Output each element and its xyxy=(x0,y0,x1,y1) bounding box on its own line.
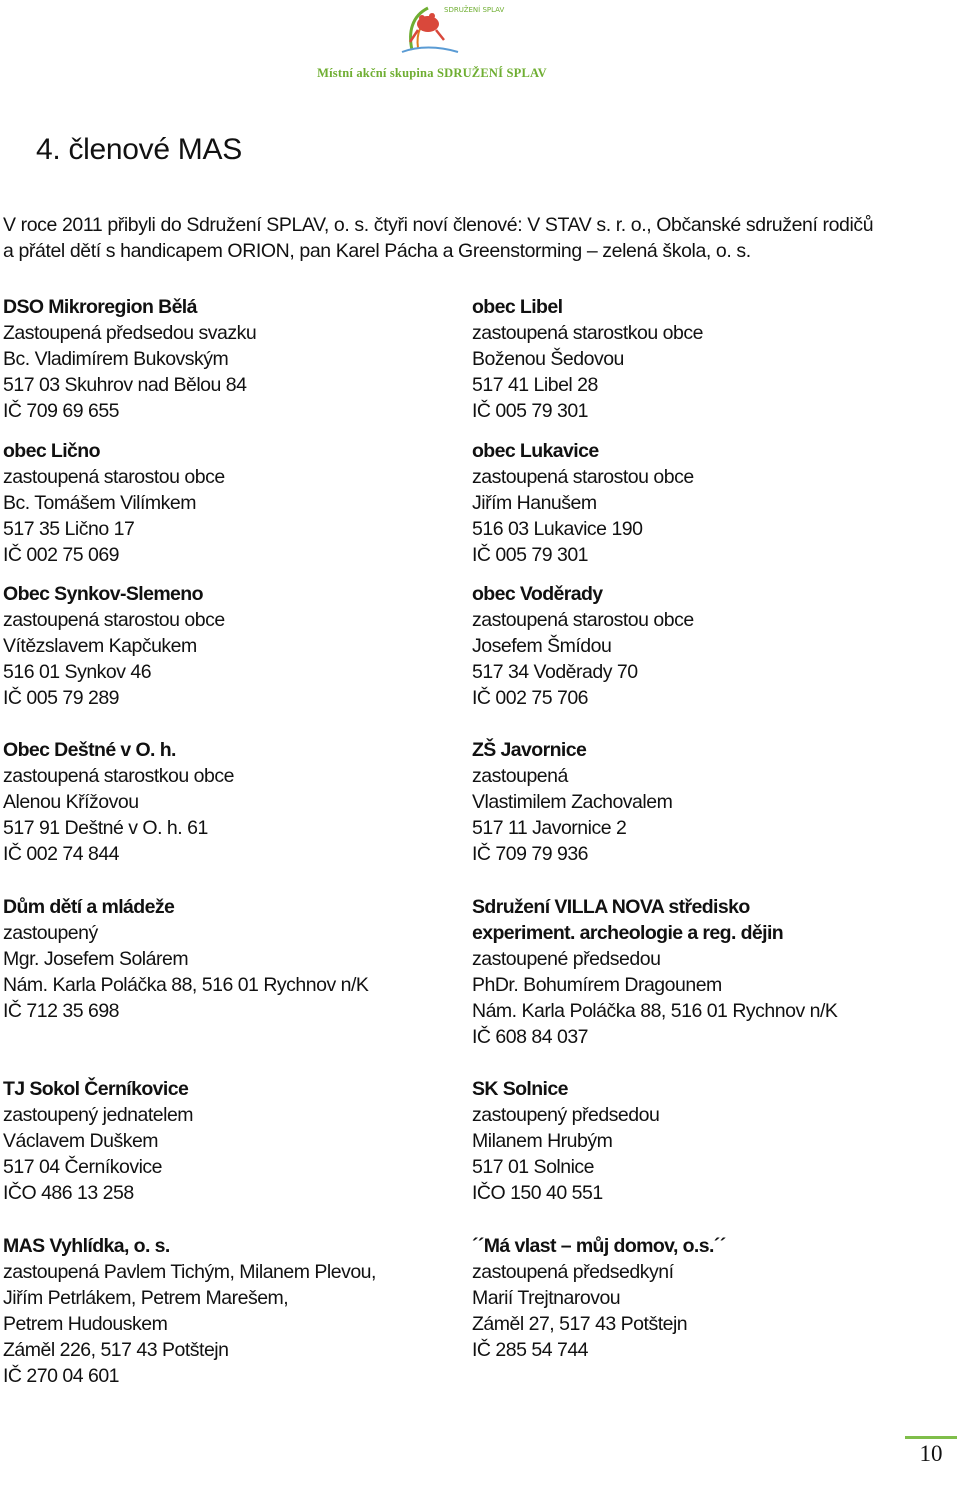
member-line: IČ 002 74 844 xyxy=(3,843,120,865)
member-line: Nám. Karla Poláčka 88, 516 01 Rychnov n/K xyxy=(3,974,369,996)
member-name: obec Voděrady xyxy=(472,583,603,605)
member-entry xyxy=(472,294,942,424)
member-line: Jiřím Petrlákem, Petrem Marešem, xyxy=(3,1287,289,1309)
member-name: TJ Sokol Černíkovice xyxy=(3,1078,189,1100)
member-line: IČ 270 04 601 xyxy=(3,1365,120,1387)
member-name: ZŠ Javornice xyxy=(472,739,587,761)
member-line: Mgr. Josefem Solárem xyxy=(3,948,189,970)
member-line: Josefem Šmídou xyxy=(472,635,612,657)
footer-divider xyxy=(905,1436,957,1439)
member-line: 516 01 Synkov 46 xyxy=(3,661,152,683)
member-line: 517 34 Voděrady 70 xyxy=(472,661,638,683)
member-line: IČ 002 75 706 xyxy=(472,687,589,709)
member-line: IČO 150 40 551 xyxy=(472,1182,603,1204)
intro-paragraph: V roce 2011 přibyli do Sdružení SPLAV, o. s. čtyři noví členové: V STAV s. r. o., Občanské sdružení rodičů a přátel dětí s handicapem ORION, pan Karel Pácha a Greenstorming – zelená škola, o. s. xyxy=(3,214,874,262)
member-line: Bc. Vladimírem Bukovským xyxy=(3,348,229,370)
member-line: 517 35 Lično 17 xyxy=(3,518,135,540)
member-line: 517 41 Libel 28 xyxy=(472,374,598,396)
member-line: Vítězslavem Kapčukem xyxy=(3,635,197,657)
member-line: IČO 486 13 258 xyxy=(3,1182,134,1204)
member-line: Záměl 226, 517 43 Potštejn xyxy=(3,1339,229,1361)
member-line: zastoupená Pavlem Tichým, Milanem Plevou, xyxy=(3,1261,376,1283)
member-entry xyxy=(472,1233,942,1363)
member-line: IČ 005 79 301 xyxy=(472,544,589,566)
page-number: 10 xyxy=(919,1441,943,1466)
member-line: zastoupená xyxy=(472,765,568,787)
member-line: Jiřím Hanušem xyxy=(472,492,597,514)
member-line: Nám. Karla Poláčka 88, 516 01 Rychnov n/K xyxy=(472,1000,838,1022)
member-entry xyxy=(472,737,942,867)
member-name: obec Lukavice xyxy=(472,440,599,462)
member-name: obec Libel xyxy=(472,296,563,318)
member-line: Milanem Hrubým xyxy=(472,1130,613,1152)
member-entry xyxy=(472,581,942,711)
member-line: 517 01 Solnice xyxy=(472,1156,595,1178)
member-line: zastoupená starostkou obce xyxy=(472,322,703,344)
member-line: PhDr. Bohumírem Dragounem xyxy=(472,974,722,996)
member-name-continued: experiment. archeologie a reg. dějin xyxy=(472,922,784,944)
member-line: zastoupená starostou obce xyxy=(472,609,694,631)
member-entry xyxy=(3,1076,473,1206)
member-entry xyxy=(3,581,473,711)
member-line: 516 03 Lukavice 190 xyxy=(472,518,643,540)
member-line: zastoupená starostou obce xyxy=(3,466,225,488)
sdruzeni-splav-logo xyxy=(398,2,505,56)
member-line: Václavem Duškem xyxy=(3,1130,159,1152)
member-line: zastoupený jednatelem xyxy=(3,1104,194,1126)
member-name: ´´Má vlast – můj domov, o.s.´´ xyxy=(472,1235,726,1257)
member-line: Alenou Křížovou xyxy=(3,791,139,813)
member-name: Obec Synkov-Slemeno xyxy=(3,583,203,605)
member-name: DSO Mikroregion Bělá xyxy=(3,296,197,318)
member-name: obec Lično xyxy=(3,440,100,462)
member-line: 517 91 Deštné v O. h. 61 xyxy=(3,817,208,839)
member-entry xyxy=(3,737,473,867)
member-name: MAS Vyhlídka, o. s. xyxy=(3,1235,170,1257)
member-line: zastoupená předsedkyní xyxy=(472,1261,674,1283)
member-line: Zastoupená předsedou svazku xyxy=(3,322,257,344)
member-entry xyxy=(472,1076,942,1206)
member-line: IČ 712 35 698 xyxy=(3,1000,120,1022)
member-line: Vlastimilem Zachovalem xyxy=(472,791,673,813)
member-line: zastoupená starostou obce xyxy=(472,466,694,488)
member-entry xyxy=(3,294,473,424)
member-line: IČ 709 69 655 xyxy=(3,400,120,422)
member-line: Bc. Tomášem Vilímkem xyxy=(3,492,196,514)
member-line: 517 11 Javornice 2 xyxy=(472,817,627,839)
member-line: zastoupený předsedou xyxy=(472,1104,660,1126)
member-name: Dům dětí a mládeže xyxy=(3,896,175,918)
page-title: 4. členové MAS xyxy=(36,133,242,166)
member-line: IČ 005 79 301 xyxy=(472,400,589,422)
member-entry xyxy=(472,894,942,1050)
member-entry xyxy=(3,1233,473,1389)
member-line: Petrem Hudouskem xyxy=(3,1313,168,1335)
member-line: IČ 608 84 037 xyxy=(472,1026,589,1048)
member-entry xyxy=(3,894,473,1024)
member-line: Marií Trejtnarovou xyxy=(472,1287,621,1309)
member-line: zastoupená starostou obce xyxy=(3,609,225,631)
member-line: zastoupená starostkou obce xyxy=(3,765,234,787)
member-line: 517 03 Skuhrov nad Bělou 84 xyxy=(3,374,247,396)
member-line: Záměl 27, 517 43 Potštejn xyxy=(472,1313,688,1335)
member-line: zastoupené předsedou xyxy=(472,948,661,970)
member-line: IČ 285 54 744 xyxy=(472,1339,589,1361)
member-line: 517 04 Černíkovice xyxy=(3,1156,163,1178)
member-entry xyxy=(3,438,473,568)
member-name: SK Solnice xyxy=(472,1078,568,1100)
member-name: Obec Deštné v O. h. xyxy=(3,739,176,761)
member-line: Boženou Šedovou xyxy=(472,348,624,370)
member-line: IČ 005 79 289 xyxy=(3,687,120,709)
member-name: Sdružení VILLA NOVA středisko xyxy=(472,896,750,918)
member-line: zastoupený xyxy=(3,922,98,944)
member-line: IČ 709 79 936 xyxy=(472,843,589,865)
member-line: IČ 002 75 069 xyxy=(3,544,120,566)
header-tagline: Místní akční skupina SDRUŽENÍ SPLAV xyxy=(317,66,547,80)
svg-text:SDRUŽENÍ SPLAV: SDRUŽENÍ SPLAV xyxy=(444,6,505,14)
member-entry xyxy=(472,438,942,568)
